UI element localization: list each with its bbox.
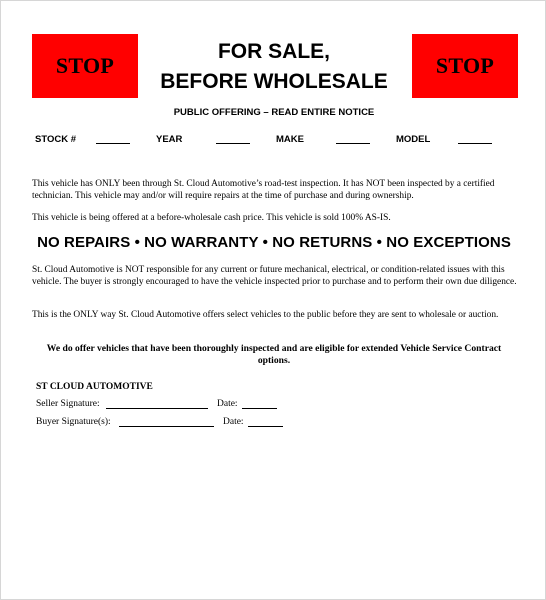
vehicle-fields <box>35 134 505 148</box>
model-blank[interactable] <box>458 143 492 144</box>
model-label: MODEL <box>396 134 431 145</box>
seller-date-blank[interactable] <box>242 408 277 409</box>
seller-signature-row <box>36 399 336 413</box>
buyer-signature-row <box>36 417 336 431</box>
title-line-1: FOR SALE, <box>217 40 330 63</box>
buyer-date-blank[interactable] <box>248 426 283 427</box>
buyer-signature-blank[interactable] <box>119 426 214 427</box>
year-label: YEAR <box>156 134 183 145</box>
title-line-2: BEFORE WHOLESALE <box>160 70 388 93</box>
make-label: MAKE <box>276 134 304 145</box>
paragraph-as-is: This vehicle is being offered at a before-wholesale cash price. This vehicle is sold 100% AS-IS. <box>32 213 391 223</box>
paragraph-inspection: This vehicle has ONLY been through St. Cloud Automotive’s road-test inspection. It has NOT been inspected by a certified technician. This vehicle may and/or will require repairs at the time of purchase and during ownership. <box>32 179 495 201</box>
company-name: ST CLOUD AUTOMOTIVE <box>36 382 153 392</box>
stop-sign-left: STOP <box>32 34 138 98</box>
stock-label: STOCK # <box>35 134 77 145</box>
seller-signature-blank[interactable] <box>106 408 208 409</box>
stock-blank[interactable] <box>96 143 130 144</box>
seller-signature-label: Seller Signature: <box>36 399 100 409</box>
seller-date-label: Date: <box>217 399 238 409</box>
service-contract-note: We do offer vehicles that have been thoroughly inspected and are eligible for extended Vehicle Service Contract options. <box>46 343 502 366</box>
buyer-signature-label: Buyer Signature(s): <box>36 417 111 427</box>
year-blank[interactable] <box>216 143 250 144</box>
subtitle: PUBLIC OFFERING – READ ENTIRE NOTICE <box>173 107 375 118</box>
paragraph-wholesale: This is the ONLY way St. Cloud Automotive offers select vehicles to the public before they are sent to wholesale or auction. <box>32 310 499 320</box>
paragraph-responsibility: St. Cloud Automotive is NOT responsible for any current or future mechanical, electrical, or condition-related issues with this vehicle. The buyer is strongly encouraged to have the vehicle inspected prior to purchase and to perform their own due diligence. <box>32 265 517 287</box>
make-blank[interactable] <box>336 143 370 144</box>
buyer-date-label: Date: <box>223 417 244 427</box>
stop-sign-right: STOP <box>412 34 518 98</box>
no-warranty-headline: NO REPAIRS • NO WARRANTY • NO RETURNS • NO EXCEPTIONS <box>37 234 511 251</box>
